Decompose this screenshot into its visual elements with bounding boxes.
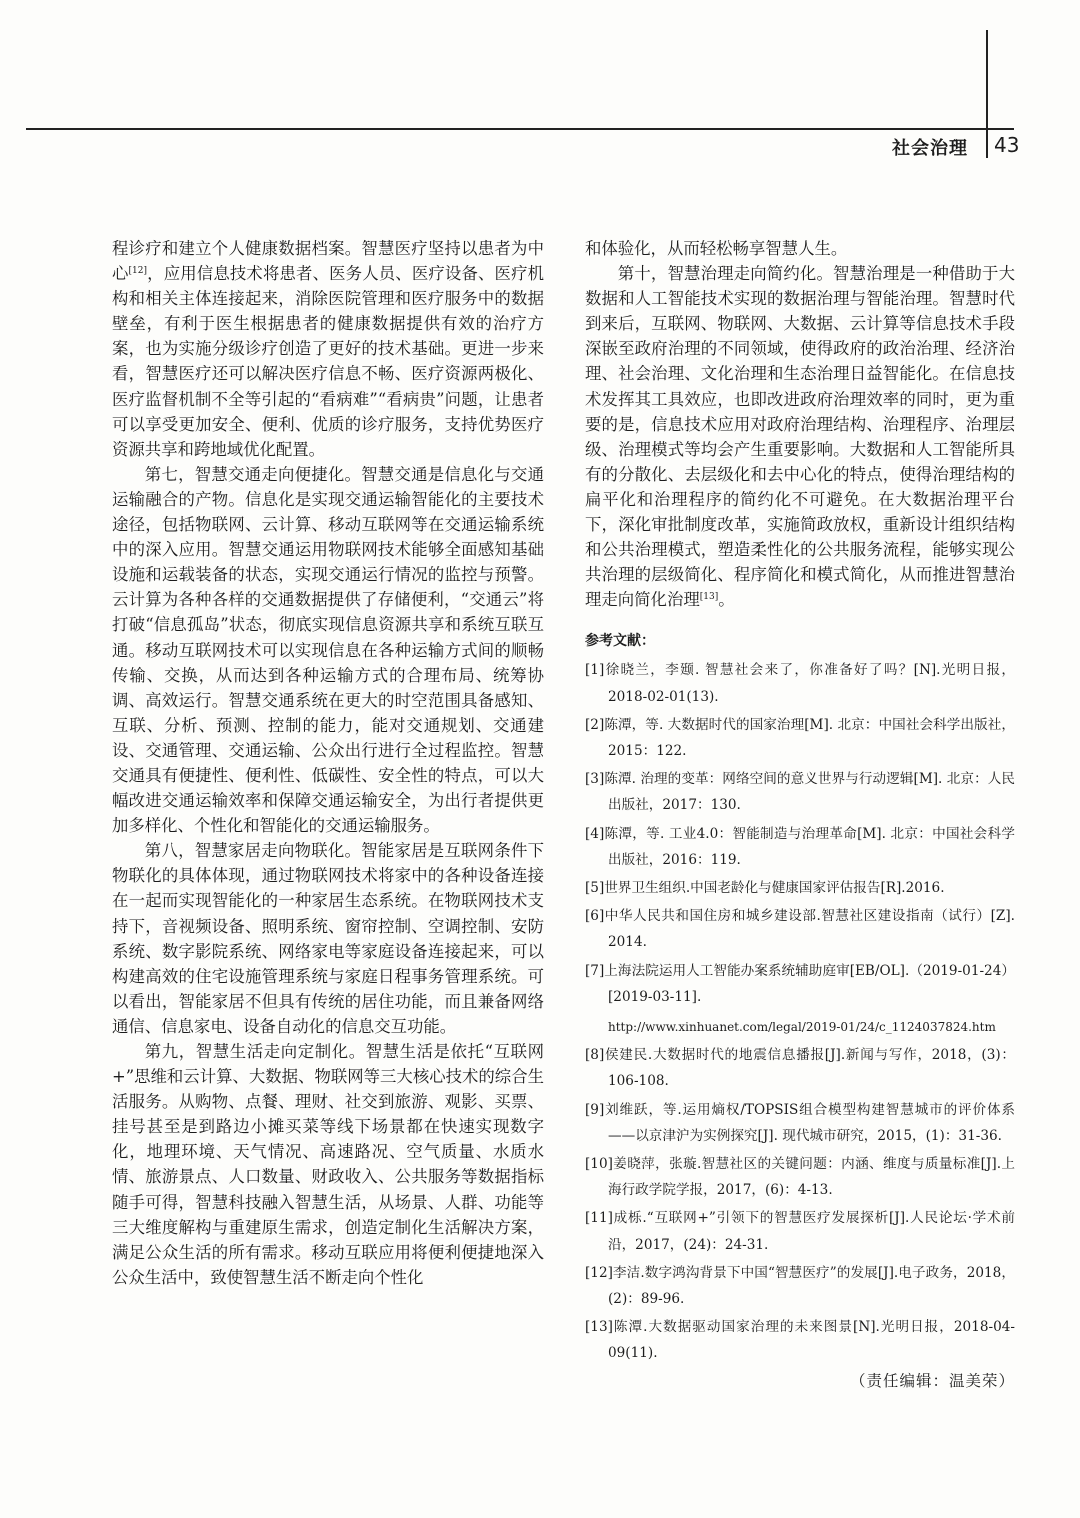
citation-13: [13] bbox=[699, 592, 719, 603]
reference-item: [4]陈潭，等. 工业4.0：智能制造与治理革命[M]. 北京：中国社会科学出版社，2016：119. bbox=[585, 825, 1015, 868]
reference-item: [12]李洁.数字鸿沟背景下中国“智慧医疗”的发展[J].电子政务，2018，(2)：89-96. bbox=[585, 1264, 1015, 1308]
section-label: 社会治理 bbox=[892, 138, 968, 159]
reference-item: [8]侯建民.大数据时代的地震信息播报[J].新闻与写作，2018，(3)：106-108. bbox=[585, 1047, 1015, 1090]
right-column bbox=[585, 236, 1015, 1394]
left-column bbox=[112, 236, 544, 1290]
reference-item: [9]刘维跃，等.运用熵权/TOPSIS组合模型构建智慧城市的评价体系——以京津沪为实例探究[J]. 现代城市研究，2015，(1)：31-36. bbox=[585, 1101, 1015, 1144]
paragraph-medical: 程诊疗和建立个人健康数据档案。智慧医疗坚持以患者为中心[12]，应用信息技术将患者、医务人员、医疗设备、医疗机构和相关主体连接起来，消除医院管理和医疗服务中的数据壁垒，有利于医生根据患者的健康数据提供有效的治疗方案，也为实施分级诊疗创造了更好的技术基础。更进一步来看，智慧医疗还可以解决医疗信息不畅、医疗资源两极化、医疗监督机制不全等引起的“看病难”“看病贵”问题，让患者可以享受更加安全、便利、优质的诊疗服务，支持优势医疗资源共享和跨地域优化配置。 bbox=[112, 239, 545, 459]
reference-url[interactable]: http://www.xinhuanet.com/legal/2019-01/24/c_1124037824.htm bbox=[608, 1020, 996, 1035]
reference-list bbox=[585, 657, 1015, 1366]
paragraph-governance: 第十，智慧治理走向简约化。智慧治理是一种借助于大数据和人工智能技术实现的数据治理与智能治理。智慧时代到来后，互联网、物联网、大数据、云计算等信息技术手段深嵌至政府治理的不同领域，使得政府的政治治理、经济治理、社会治理、文化治理和生态治理日益智能化。在信息技术发挥其工具效应，也即改进政府治理效率的同时，更为重要的是，信息技术应用对政府治理结构、治理程序、治理层级、治理模式等均会产生重要影响。大数据和人工智能所具有的分散化、去层级化和去中心化的特点，使得治理结构的扁平化和治理程序的简约化不可避免。在大数据治理平台下，深化审批制度改革，实施简政放权，重新设计组织结构和公共治理模式，塑造柔性化的公共服务流程，能够实现公共治理的层级简化、程序简化和模式简化，从而推进智慧治理走向简化治理[13]。 bbox=[585, 264, 1015, 610]
reference-item: [7]上海法院运用人工智能办案系统辅助庭审[EB/OL].（2019-01-24）[2019-03-11]. http://www.xinhuanet.com/legal/2019-01/24/c_1124037824.htm bbox=[585, 958, 1015, 1041]
reference-item: [2]陈潭，等. 大数据时代的国家治理[M]. 北京：中国社会科学出版社，2015：122. bbox=[585, 716, 1015, 760]
paragraph-life: 第九，智慧生活走向定制化。智慧生活是依托“互联网+”思维和云计算、大数据、物联网等三大核心技术的综合生活服务。从购物、点餐、理财、社交到旅游、观影、买票、挂号甚至是到路边小摊买菜等线下场景都在快速实现数字化，地理环境、天气情况、高速路况、空气质量、水质水情、旅游景点、人口数量、财政收入、公共服务等数据指标随手可得，智慧科技融入智慧生活，从场景、人群、功能等三大维度解构与重建原生需求，创造定制化生活解决方案，满足公众生活的所有需求。移动互联应用将便利便捷地深入公众生活中，致使智慧生活不断走向个性化 bbox=[112, 1042, 544, 1287]
paragraph-life-end: 和体验化，从而轻松畅享智慧人生。 bbox=[585, 239, 848, 258]
citation-12: [12] bbox=[128, 266, 148, 277]
reference-item: [1]徐晓兰，李颋. 智慧社会来了，你准备好了吗？[N].光明日报，2018-02-01(13). bbox=[585, 662, 1015, 705]
header-vertical-rule bbox=[986, 30, 988, 158]
reference-item: [6]中华人民共和国住房和城乡建设部.智慧社区建设指南（试行）[Z]. 2014. bbox=[585, 908, 1015, 951]
paragraph-traffic: 第七，智慧交通走向便捷化。智慧交通是信息化与交通运输融合的产物。信息化是实现交通运输智能化的主要技术途径，包括物联网、云计算、移动互联网等在交通运输系统中的深入应用。智慧交通运用物联网技术能够全面感知基础设施和运载装备的状态，实现交通运行情况的监控与预警。云计算为各种各样的交通数据提供了存储便利，“交通云”将打破“信息孤岛”状态，彻底实现信息资源共享和系统互联互通。移动互联网技术可以实现信息在各种运输方式间的顺畅传输、交换，从而达到各种运输方式的合理布局、统筹协调、高效运行。智慧交通系统在更大的时空范围具备感知、互联、分析、预测、控制的能力，能对交通规划、交通建设、交通管理、交通运输、公众出行进行全过程监控。智慧交通具有便捷性、便利性、低碳性、安全性的特点，可以大幅改进交通运输效率和保障交通运输安全，为出行者提供更加多样化、个性化和智能化的交通运输服务。 bbox=[112, 464, 544, 836]
reference-item: [5]世界卫生组织.中国老龄化与健康国家评估报告[R].2016. bbox=[585, 880, 945, 897]
reference-item: [13]陈潭.大数据驱动国家治理的未来图景[N].光明日报，2018-04-09(11). bbox=[585, 1319, 1015, 1362]
reference-item: [10]姜晓萍，张璇.智慧社区的关键问题：内涵、维度与质量标准[J].上海行政学院学报，2017，(6)：4-13. bbox=[585, 1156, 1015, 1199]
paragraph-home: 第八，智慧家居走向物联化。智能家居是互联网条件下物联化的具体体现，通过物联网技术将家中的各种设备连接在一起而实现智能化的一种家居生态系统。在物联网技术支持下，音视频设备、照明系统、窗帘控制、空调控制、安防系统、数字影院系统、网络家电等家庭设备连接起来，可以构建高效的住宅设施管理系统与家庭日程事务管理系统。可以看出，智能家居不但具有传统的居住功能，而且兼备网络通信、信息家电、设备自动化的信息交互功能。 bbox=[112, 841, 544, 1036]
page-number: 43 bbox=[994, 133, 1020, 157]
reference-item: [11]成栎.“互联网+”引领下的智慧医疗发展探析[J].人民论坛·学术前沿，2017，(24)：24-31. bbox=[585, 1210, 1015, 1253]
header-horizontal-rule bbox=[26, 128, 1014, 130]
editor-note: （责任编辑：温美荣） bbox=[849, 1371, 1015, 1390]
references-title: 参考文献： bbox=[585, 633, 655, 650]
reference-item: [3]陈潭. 治理的变革：网络空间的意义世界与行动逻辑[M]. 北京：人民出版社，2017：130. bbox=[585, 771, 1015, 814]
